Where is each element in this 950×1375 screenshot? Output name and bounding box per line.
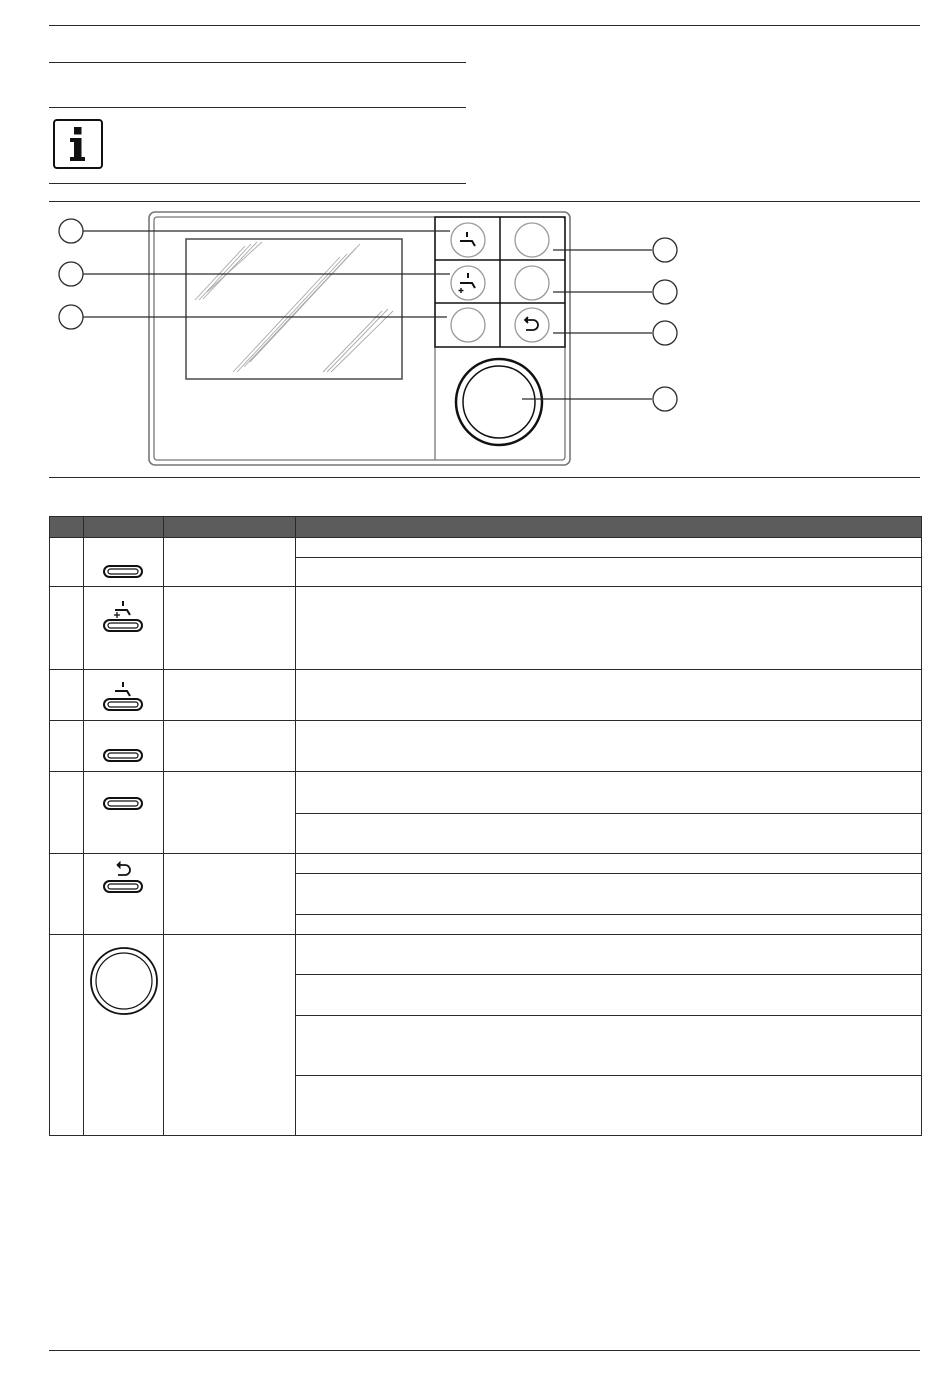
- table-row: [50, 587, 922, 670]
- key-function-table: [49, 516, 922, 1136]
- table-row: [50, 935, 922, 975]
- controller-figure: [0, 200, 950, 485]
- description-cell: [296, 854, 922, 874]
- button-top-right: [515, 223, 549, 257]
- callout-4: [653, 238, 677, 262]
- button-bottom-left: [451, 308, 485, 342]
- description-cell: [296, 814, 922, 854]
- selector-knob-ring: [456, 359, 542, 445]
- callout-1: [59, 219, 83, 243]
- button-symbol: [84, 538, 164, 587]
- tap-icon: [460, 232, 475, 246]
- callout-7: [653, 387, 677, 411]
- header-rule: [49, 25, 920, 26]
- callout-6: [653, 321, 677, 345]
- header-cell: [84, 517, 164, 538]
- description-cell: [296, 670, 922, 721]
- table-row: [50, 772, 922, 814]
- description-cell: [296, 1016, 922, 1076]
- description-cell: [296, 721, 922, 772]
- table-header-row: [50, 517, 922, 538]
- description-cell: [296, 915, 922, 935]
- description-cell: [296, 874, 922, 915]
- table-row: [50, 670, 922, 721]
- selector-knob: [463, 366, 535, 438]
- note-rule-bottom: [49, 183, 466, 184]
- description-cell: [296, 975, 922, 1016]
- button-return: [515, 308, 549, 342]
- table-row: [50, 721, 922, 772]
- description-cell: [296, 772, 922, 814]
- knob-symbol: [84, 935, 164, 1136]
- footer-rule: [49, 1350, 920, 1351]
- button-middle-right: [515, 266, 549, 300]
- info-icon: [53, 119, 103, 169]
- callout-3: [59, 305, 83, 329]
- description-cell: [296, 935, 922, 975]
- header-cell: [50, 517, 84, 538]
- tap-plus-symbol: [84, 587, 164, 670]
- note-rule-top: [49, 62, 466, 63]
- button-symbol: [84, 772, 164, 854]
- table-row: [50, 538, 922, 558]
- callout-5: [653, 280, 677, 304]
- tap-symbol: [84, 670, 164, 721]
- description-cell: [296, 587, 922, 670]
- table-row: [50, 854, 922, 874]
- display-glare: [195, 242, 393, 372]
- button-symbol: [84, 721, 164, 772]
- description-cell: [296, 538, 922, 558]
- return-arrow-icon: [525, 317, 538, 330]
- description-cell: [296, 1076, 922, 1136]
- return-symbol: [84, 854, 164, 935]
- header-cell: [164, 517, 296, 538]
- note-rule-mid: [49, 107, 466, 108]
- display-screen: [186, 239, 402, 379]
- description-cell: [296, 558, 922, 587]
- header-cell: [296, 517, 922, 538]
- tap-plus-icon: [459, 273, 476, 293]
- callout-2: [59, 262, 83, 286]
